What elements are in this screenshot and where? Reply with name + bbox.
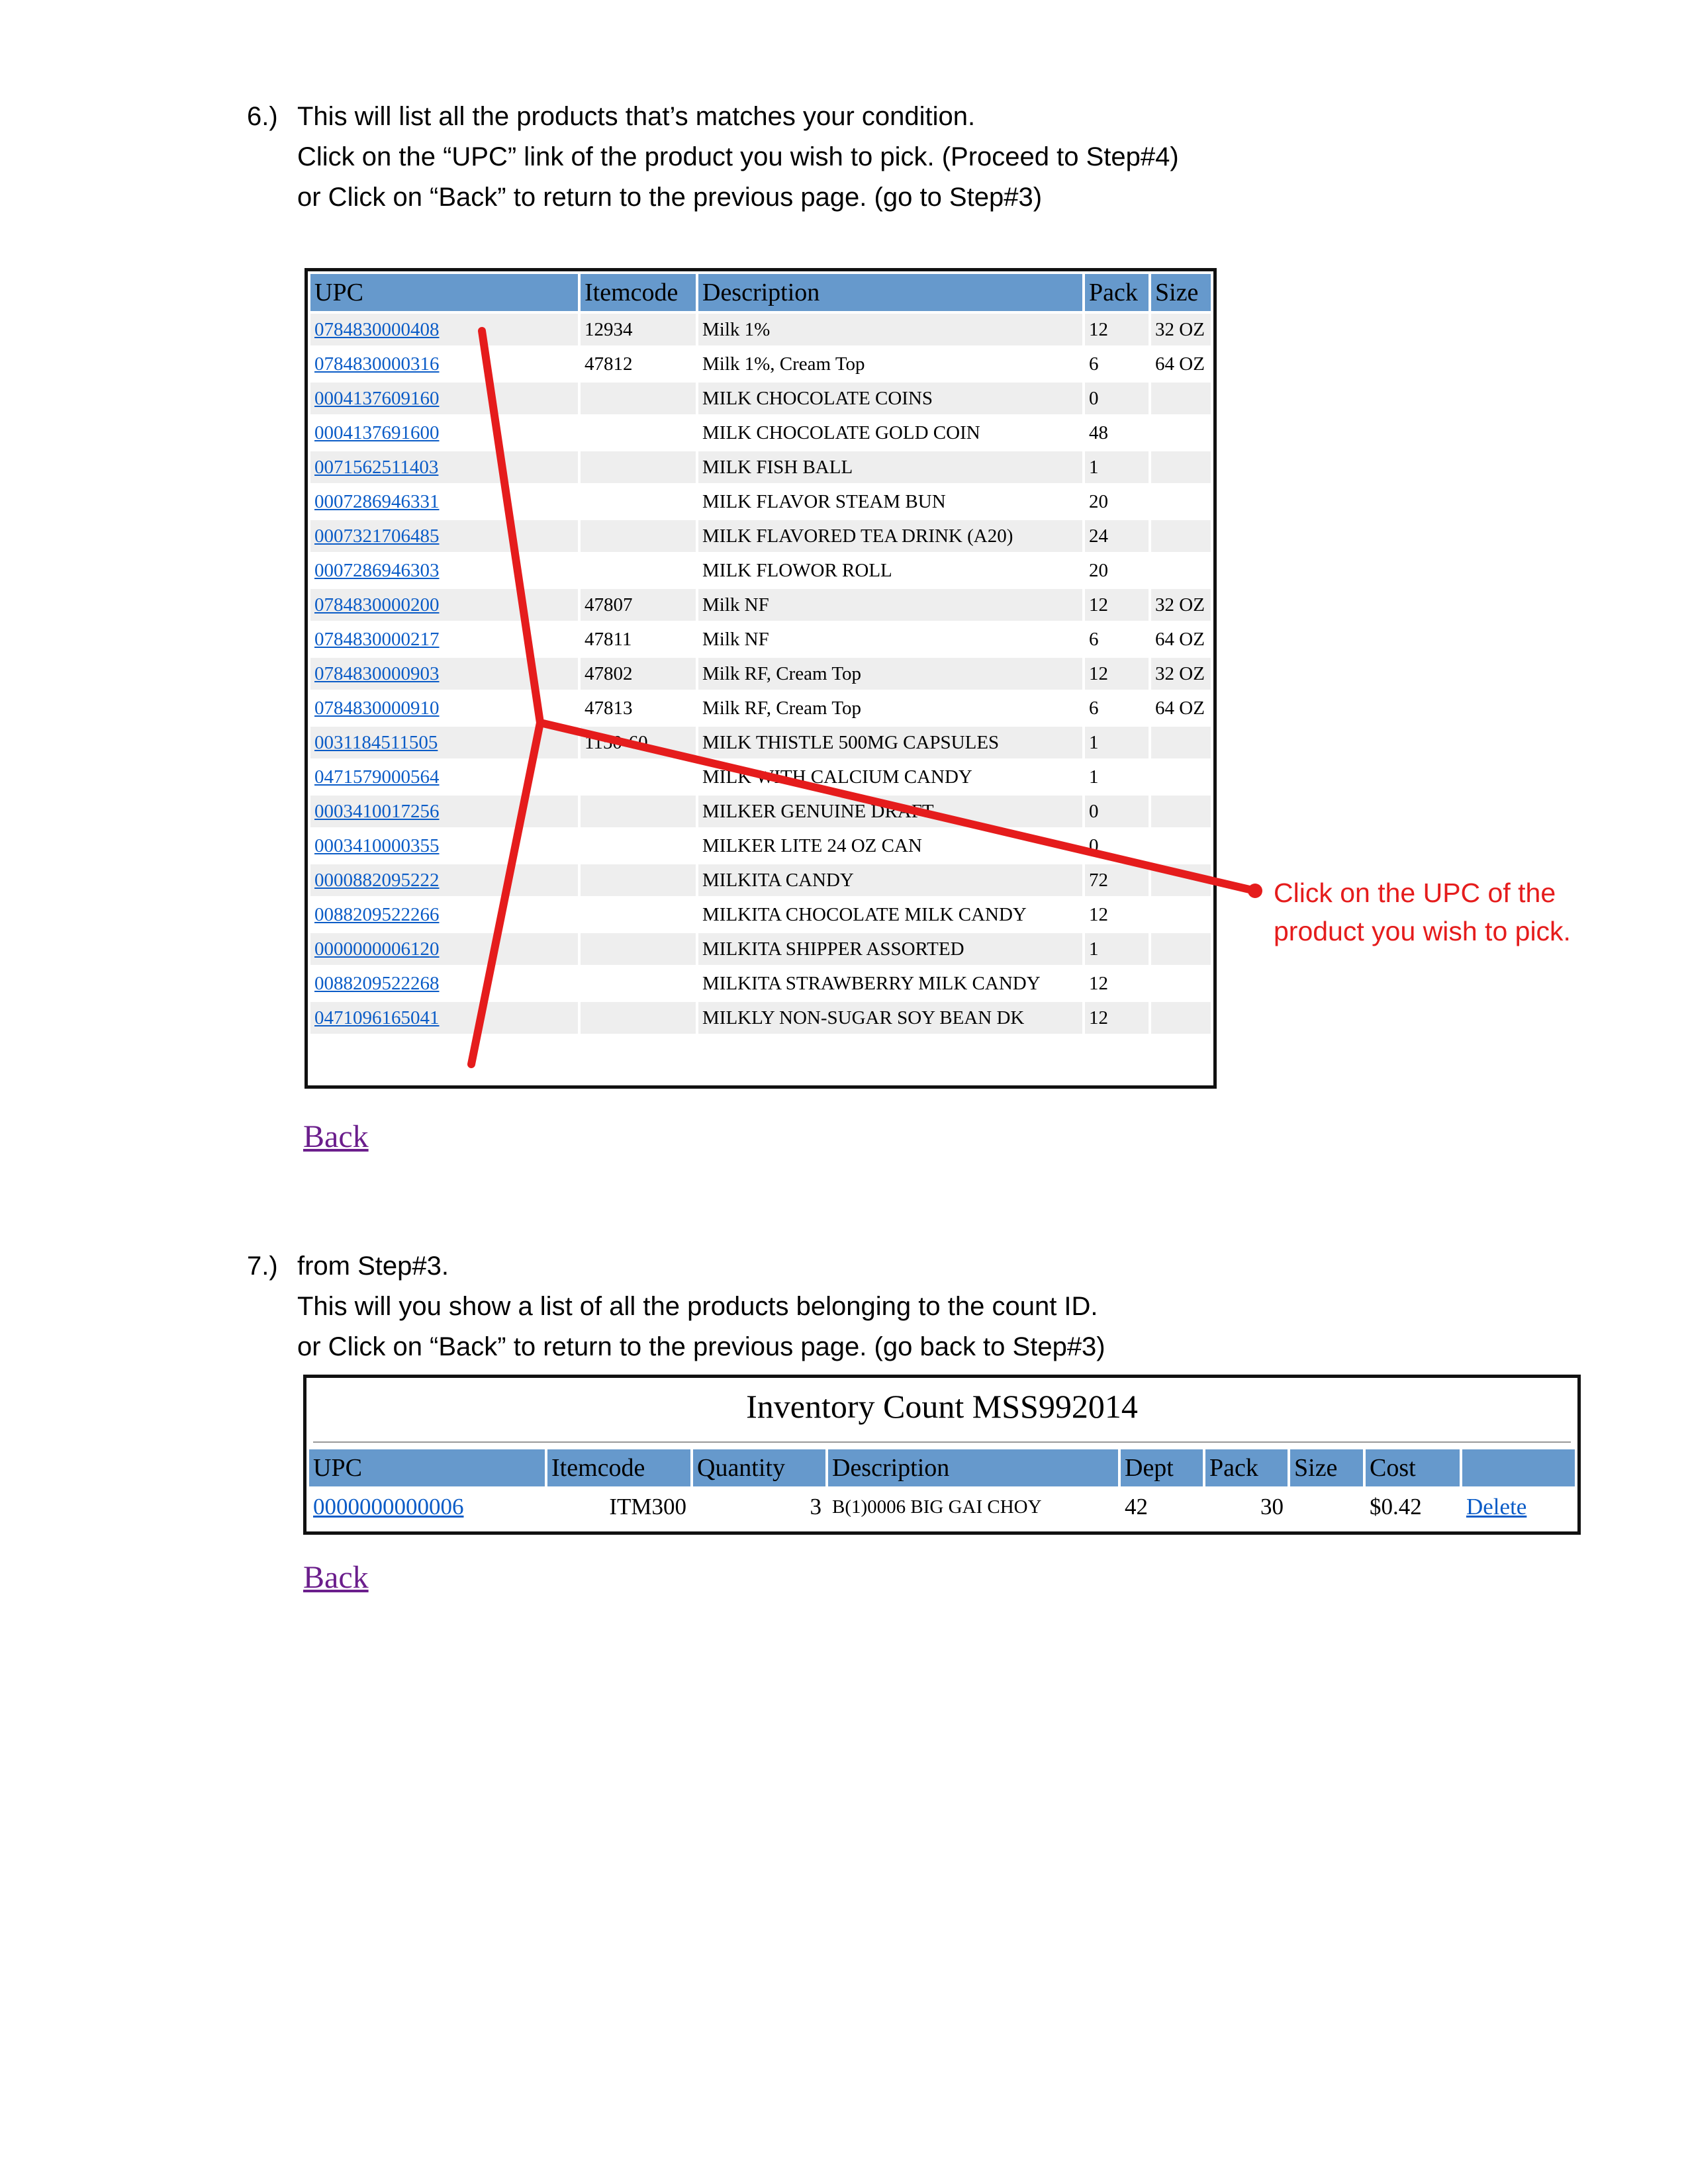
cell-size: 32 OZ [1151,589,1211,621]
table-row [310,520,1211,552]
cell-upc [310,417,578,449]
cell-size [1151,968,1211,999]
cell-pack: 1 [1085,933,1149,965]
col-upc: UPC [309,1449,545,1486]
table-header-row [309,1449,1575,1486]
upc-link[interactable]: 0000882095222 [314,869,440,891]
cell-itemcode [581,555,696,586]
product-results-frame [305,268,1217,1089]
col-upc: UPC [310,274,578,311]
cell-upc [310,658,578,690]
upc-link[interactable]: 0784830000903 [314,662,440,684]
cell-size [1151,486,1211,518]
table-row [310,417,1211,449]
cell-itemcode: 12934 [581,314,696,345]
upc-link[interactable]: 0004137609160 [314,387,440,409]
table-row [310,658,1211,690]
cell-pack: 0 [1085,383,1149,414]
cell-size [1151,761,1211,793]
cell-upc [310,520,578,552]
cell-description: MILK FLOWOR ROLL [702,559,892,581]
step6-line-1: This will list all the products that’s matches your condition. [297,102,976,131]
cell-size [1151,417,1211,449]
cell-description: Milk NF [702,628,769,650]
cell-upc [310,589,578,621]
cell-description: MILK WITH CALCIUM CANDY [702,766,972,788]
table-row [309,1489,1575,1525]
cell-size: 64 OZ [1155,628,1205,650]
upc-link[interactable]: 0007321706485 [314,525,440,547]
cell-itemcode: ITM300 [609,1494,686,1520]
cell-upc [310,968,578,999]
col-cost: Cost [1366,1449,1460,1486]
table-row [310,623,1211,655]
cell-description: MILK FISH BALL [698,451,1082,483]
cell-upc [310,761,578,793]
cell-pack: 12 [1085,314,1149,345]
cell-action [1462,1489,1575,1525]
table-row [310,383,1211,414]
cell-size [1151,864,1211,896]
upc-link[interactable]: 0000000006120 [314,938,440,960]
step6-instructions [247,97,1505,222]
col-quantity: Quantity [693,1449,825,1486]
step6-line-3: or Click on “Back” to return to the previous page. (go to Step#3) [297,183,1043,212]
cell-quantity: 3 [810,1494,821,1520]
table-row [310,486,1211,518]
col-action [1462,1449,1575,1486]
cell-description: MILK FLAVOR STEAM BUN [702,490,946,512]
cell-size [1151,899,1211,931]
cell-description: Milk NF [698,589,1082,621]
cell-description: MILK FLAVORED TEA DRINK (A20) [698,520,1082,552]
upc-link[interactable]: 0004137691600 [314,422,440,443]
table-row [310,692,1211,724]
cell-upc [310,933,578,965]
cell-upc [310,899,578,931]
cell-itemcode [581,520,696,552]
upc-link[interactable]: 0071562511403 [314,456,439,478]
cell-itemcode: 47802 [581,658,696,690]
cell-size: 32 OZ [1151,314,1211,345]
cell-itemcode: 47812 [585,353,633,375]
cell-description: Milk RF, Cream Top [698,658,1082,690]
upc-link[interactable]: 0007286946303 [314,559,440,581]
upc-link[interactable]: 0784830000910 [314,697,440,719]
cell-itemcode [581,899,696,931]
cell-description: MILKITA STRAWBERRY MILK CANDY [702,972,1041,994]
cell-upc [310,314,578,345]
cell-pack: 1 [1085,451,1149,483]
col-pack: Pack [1205,1449,1288,1486]
cell-upc [310,486,578,518]
cell-pack: 20 [1089,490,1108,512]
cell-upc [309,1489,545,1525]
step7-line-3: or Click on “Back” to return to the previous page. (go back to Step#3) [297,1332,1105,1361]
cell-upc [310,864,578,896]
cell-itemcode [581,1002,696,1034]
table-row [310,796,1211,827]
cell-upc [310,348,578,380]
cell-itemcode [581,451,696,483]
upc-link[interactable]: 0007286946331 [314,490,440,512]
step6-number: 6.) [247,102,278,131]
cell-itemcode: 47807 [581,589,696,621]
cell-description: Milk RF, Cream Top [702,697,862,719]
cell-pack: 48 [1089,422,1108,443]
upc-link[interactable]: 0471096165041 [314,1007,440,1028]
cell-pack: 1 [1085,727,1149,758]
table-row [310,348,1211,380]
cell-description: MILKITA CHOCOLATE MILK CANDY [702,903,1027,925]
cell-itemcode: 1150-60 [581,727,696,758]
cell-itemcode [581,968,696,999]
table-row [310,830,1211,862]
cell-description: MILK CHOCOLATE COINS [698,383,1082,414]
cell-pack: 20 [1089,559,1108,581]
upc-link[interactable]: 0471579000564 [314,766,440,788]
cell-pack: 12 [1085,1002,1149,1034]
cell-pack: 12 [1085,658,1149,690]
cell-size [1151,796,1211,827]
cell-pack: 12 [1085,589,1149,621]
cell-itemcode [581,486,696,518]
col-dept: Dept [1121,1449,1203,1486]
product-results-table [308,271,1213,1036]
table-row [310,555,1211,586]
cell-itemcode: 47811 [585,628,632,650]
cell-upc [310,555,578,586]
cell-description: B(1)0006 BIG GAI CHOY [832,1496,1042,1518]
col-itemcode: Itemcode [581,274,696,311]
cell-upc [310,1002,578,1034]
upc-link[interactable]: 0784830000217 [314,628,440,650]
step7-instructions [247,1246,1505,1372]
step6-line-2: Click on the “UPC” link of the product you wish to pick. (Proceed to Step#4) [297,142,1179,171]
step7-line-1: from Step#3. [297,1251,449,1281]
cell-itemcode [581,933,696,965]
table-row [310,968,1211,999]
col-size: Size [1290,1449,1363,1486]
back-link-step7[interactable]: Back [303,1560,369,1595]
cell-description: Milk 1% [698,314,1082,345]
cell-size [1151,555,1211,586]
inventory-count-title: Inventory Count MSS992014 [746,1388,1138,1425]
cell-size [1151,830,1211,862]
step7-number: 7.) [247,1251,278,1281]
cell-itemcode [581,761,696,793]
table-row [310,314,1211,345]
col-size: Size [1151,274,1211,311]
cell-itemcode [581,796,696,827]
table-row [310,1002,1211,1034]
col-description: Description [828,1449,1118,1486]
cell-pack: 24 [1085,520,1149,552]
table-row [310,864,1211,896]
upc-link[interactable]: 0784830000408 [314,318,440,340]
cell-itemcode [581,383,696,414]
cell-pack: 72 [1085,864,1149,896]
cell-size [1151,933,1211,965]
cell-pack: 6 [1089,697,1099,719]
table-row [310,589,1211,621]
cell-description: MILKER LITE 24 OZ CAN [702,835,922,856]
cell-pack: 6 [1089,353,1099,375]
cell-description: MILKER GENUINE DRAFT [698,796,1082,827]
step7-line-2: This will you show a list of all the products belonging to the count ID. [297,1292,1098,1321]
cell-upc [310,383,578,414]
col-pack: Pack [1085,274,1149,311]
upc-link[interactable]: 0000000000006 [313,1494,464,1520]
cell-description: MILK CHOCOLATE GOLD COIN [702,422,980,443]
upc-link[interactable]: 0088209522268 [314,972,440,994]
cell-size [1151,451,1211,483]
upc-link[interactable]: 0003410017256 [314,800,440,822]
cell-description: MILKLY NON-SUGAR SOY BEAN DK [698,1002,1082,1034]
cell-description: MILKITA CANDY [698,864,1082,896]
cell-itemcode [581,417,696,449]
cell-upc [310,623,578,655]
annotation-callout: Click on the UPC of the product you wish to pick. [1274,878,1571,946]
col-itemcode: Itemcode [547,1449,690,1486]
inventory-count-table [306,1447,1577,1527]
cell-upc [310,451,578,483]
table-row [310,761,1211,793]
cell-size: 64 OZ [1155,697,1205,719]
cell-pack: 6 [1089,628,1099,650]
cell-itemcode [581,864,696,896]
table-header-row [310,274,1211,311]
cell-size: 64 OZ [1155,353,1205,375]
upc-link[interactable]: 0784830000316 [314,353,440,375]
cell-upc [310,830,578,862]
table-row [310,451,1211,483]
cell-upc [310,796,578,827]
cell-size [1151,727,1211,758]
cell-size [1151,1002,1211,1034]
cell-size: 32 OZ [1151,658,1211,690]
cell-cost: $0.42 [1370,1494,1422,1520]
cell-upc [310,727,578,758]
col-description: Description [698,274,1082,311]
cell-upc [310,692,578,724]
annotation-dot [1248,884,1262,898]
inventory-count-frame [303,1375,1581,1535]
cell-description: MILK THISTLE 500MG CAPSULES [698,727,1082,758]
table-row [310,933,1211,965]
back-link-step6[interactable]: Back [303,1119,369,1154]
cell-size [1290,1489,1363,1525]
upc-link[interactable]: 0003410000355 [314,835,440,856]
cell-size [1151,383,1211,414]
table-row [310,727,1211,758]
cell-pack: 12 [1089,903,1108,925]
upc-link[interactable]: 0088209522266 [314,903,440,925]
table-row [310,899,1211,931]
cell-description: Milk 1%, Cream Top [702,353,865,375]
cell-size [1151,520,1211,552]
cell-pack: 1 [1089,766,1099,788]
cell-pack: 0 [1085,796,1149,827]
upc-link[interactable]: 0031184511505 [314,731,438,753]
cell-dept: 42 [1125,1494,1148,1520]
cell-description: MILKITA SHIPPER ASSORTED [698,933,1082,965]
upc-link[interactable]: 0784830000200 [314,594,440,615]
title-divider [313,1441,1571,1443]
delete-link[interactable]: Delete [1466,1494,1527,1520]
cell-itemcode [581,830,696,862]
cell-pack: 12 [1089,972,1108,994]
cell-pack: 0 [1089,835,1099,856]
cell-itemcode: 47813 [585,697,633,719]
cell-pack: 30 [1260,1494,1284,1520]
